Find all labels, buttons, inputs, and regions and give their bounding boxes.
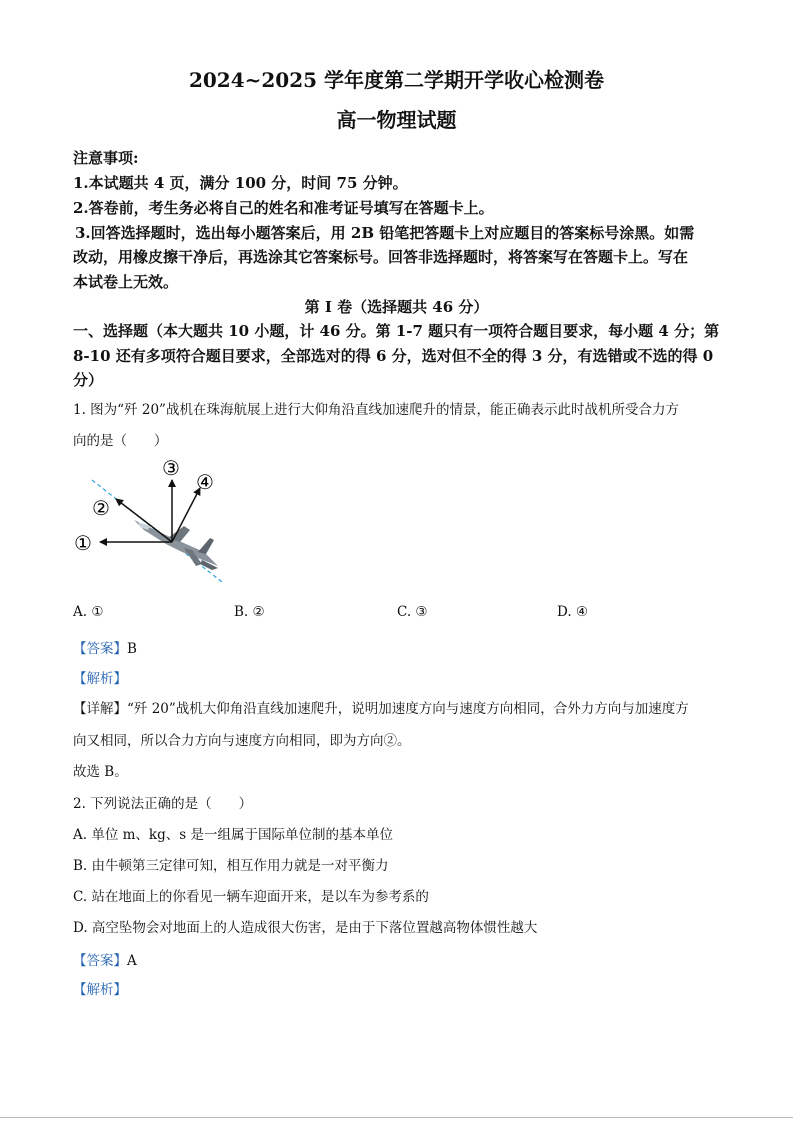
page-bottom-divider — [0, 1117, 793, 1118]
exam-subtitle: 高一物理试题 — [336, 108, 457, 132]
q1-answer-tag: 【答案】 — [73, 641, 127, 657]
q1-analysis-tag: 【解析】 — [73, 671, 127, 687]
notes-item-2: 2.答卷前，考生务必将自己的姓名和准考证号填写在答题卡上。 — [73, 199, 494, 217]
q2-analysis-tag: 【解析】 — [73, 982, 127, 998]
figure-label-4: ④ — [196, 470, 214, 494]
figure-label-3: ③ — [162, 456, 180, 480]
arrow-2 — [116, 499, 172, 542]
q1-detail-line1 — [73, 697, 689, 717]
notes-item-3-line3: 本试卷上无效。 — [73, 273, 179, 291]
q1-answer — [73, 637, 137, 657]
q1-option-a: A. ① — [73, 604, 104, 620]
q1-option-d: D. ④ — [557, 604, 589, 620]
q1-option-b: B. ② — [234, 604, 265, 620]
q1-option-c: C. ③ — [397, 604, 428, 620]
notes-item-1: 1.本试题共 4 页，满分 100 分，时间 75 分钟。 — [73, 174, 408, 192]
figure-label-2: ② — [92, 496, 110, 520]
figure-label-1: ① — [74, 531, 92, 555]
exam-title: 2024~2025 学年度第二学期开学收心检测卷 — [188, 68, 605, 92]
q2-answer-tag: 【答案】 — [73, 953, 127, 969]
q1-answer-value: B — [127, 641, 137, 657]
q1-stem-line1: 1. 图为“歼 20”战机在珠海航展上进行大仰角沿直线加速爬升的情景，能正确表示此时战机所受合力方 — [73, 402, 679, 418]
q1-conclusion: 故选 B。 — [73, 764, 128, 780]
q1-stem-line2: 向的是（ ） — [73, 433, 168, 449]
q2-stem: 2. 下列说法正确的是（ ） — [73, 796, 253, 812]
q2-option-b: B. 由牛顿第三定律可知，相互作用力就是一对平衡力 — [73, 858, 389, 874]
notes-item-3-line1: 3.回答选择题时，选出每小题答案后，用 2B 铅笔把答题卡上对应题目的答案标号涂黑。如需 — [75, 224, 695, 242]
q2-option-d: D. 高空坠物会对地面上的人造成很大伤害，是由于下落位置越高物体惯性越大 — [73, 920, 538, 936]
fighter-jet-image — [134, 520, 218, 570]
notes-heading: 注意事项: — [73, 149, 139, 167]
section-instructions-line3: 分） — [73, 371, 104, 389]
q1-force-diagram — [72, 456, 232, 588]
section-instructions-line2: 8-10 还有多项符合题目要求，全部选对的得 6 分，选对但不全的得 3 分，有选错或不选的得 0 — [73, 347, 714, 365]
section-instructions-line1: 一、选择题（本大题共 10 小题，计 46 分。第 1-7 题只有一项符合题目要求，每小题 4 分；第 — [73, 322, 720, 340]
notes-item-3-line2: 改动，用橡皮擦干净后，再选涂其它答案标号。回答非选择题时，将答案写在答题卡上。写在 — [73, 248, 689, 266]
q2-option-a: A. 单位 m、kg、s 是一组属于国际单位制的基本单位 — [73, 827, 393, 843]
q1-detail-line2: 向又相同，所以合力方向与速度方向相同，即为方向②。 — [73, 733, 411, 749]
q1-detail-tag: 【详解】 — [73, 701, 127, 717]
section-title: 第 I 卷（选择题共 46 分） — [304, 298, 489, 316]
q2-answer — [73, 949, 137, 969]
q2-option-c: C. 站在地面上的你看见一辆车迎面开来，是以车为参考系的 — [73, 889, 429, 905]
q2-answer-value: A — [127, 953, 137, 969]
q1-detail-text: “歼 20”战机大仰角沿直线加速爬升，说明加速度方向与速度方向相同，合外力方向与加速度方 — [127, 701, 689, 717]
